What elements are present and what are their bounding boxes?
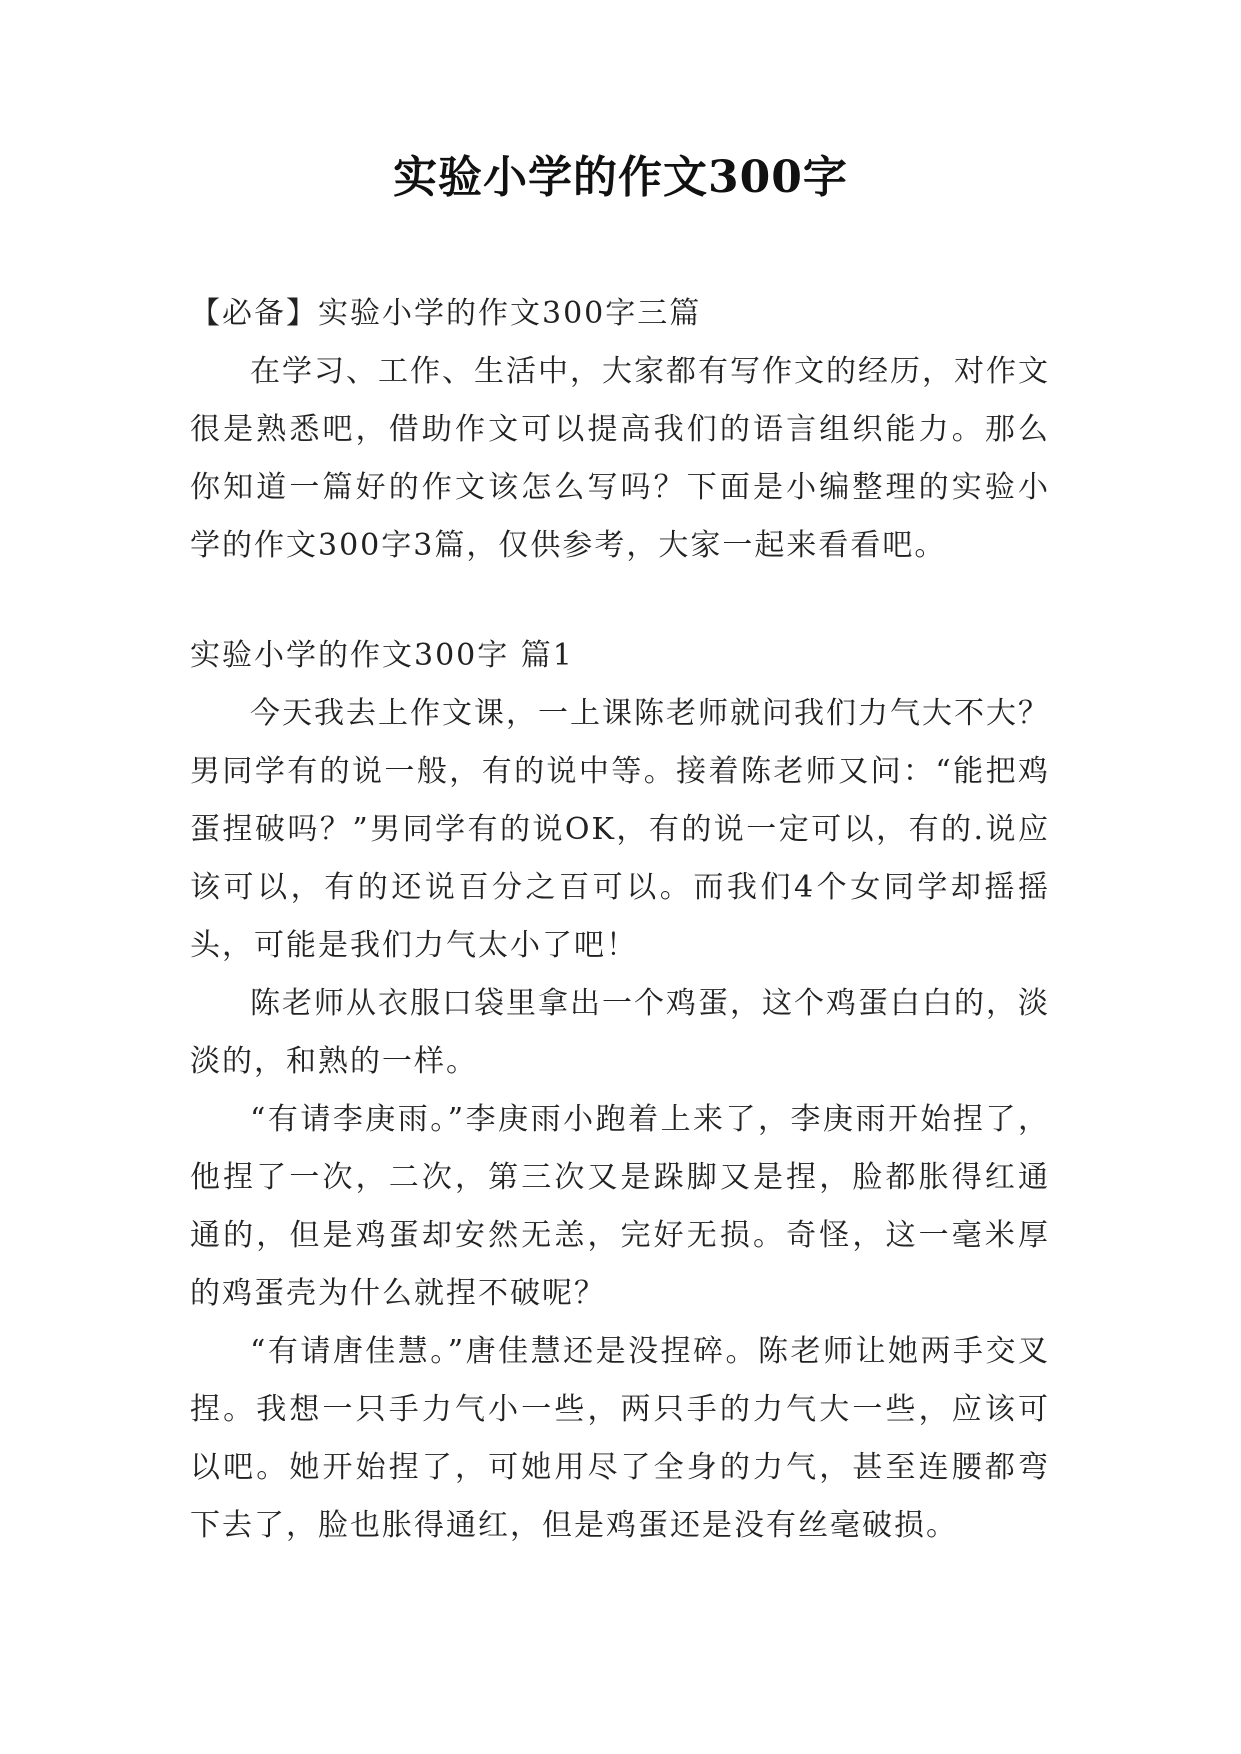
document-title: 实验小学的作文300字 xyxy=(393,152,848,203)
intro-paragraph: 在学习、工作、生活中，大家都有写作文的经历，对作文很是熟悉吧，借助作文可以提高我们的语言组织能力。那么你知道一篇好的作文该怎么写吗？下面是小编整理的实验小学的作文300字3篇，仅供参考，大家一起来看看吧。 xyxy=(190,354,1050,563)
document-body xyxy=(190,285,1050,1555)
paragraph-1: 今天我去上作文课，一上课陈老师就问我们力气大不大？男同学有的说一般，有的说中等。接着陈老师又问：“能把鸡蛋捏破吗？”男同学有的说OK，有的说一定可以，有的.说应该可以，有的还说百分之百可以。而我们4个女同学却摇摇头，可能是我们力气太小了吧！ xyxy=(190,696,1050,963)
document-subtitle: 【必备】实验小学的作文300字三篇 xyxy=(190,296,702,331)
paragraph-4: “有请唐佳慧。”唐佳慧还是没捏碎。陈老师让她两手交叉捏。我想一只手力气小一些，两只手的力气大一些，应该可以吧。她开始捏了，可她用尽了全身的力气，甚至连腰都弯下去了，脸也胀得通红，但是鸡蛋还是没有丝毫破损。 xyxy=(190,1334,1050,1543)
section-heading: 实验小学的作文300字 篇1 xyxy=(190,638,574,673)
paragraph-2: 陈老师从衣服口袋里拿出一个鸡蛋，这个鸡蛋白白的，淡淡的，和熟的一样。 xyxy=(190,986,1050,1079)
paragraph-3: “有请李庚雨。”李庚雨小跑着上来了，李庚雨开始捏了，他捏了一次，二次，第三次又是跺脚又是捏，脸都胀得红通通的，但是鸡蛋却安然无恙，完好无损。奇怪，这一毫米厚的鸡蛋壳为什么就捏不破呢？ xyxy=(190,1102,1050,1311)
